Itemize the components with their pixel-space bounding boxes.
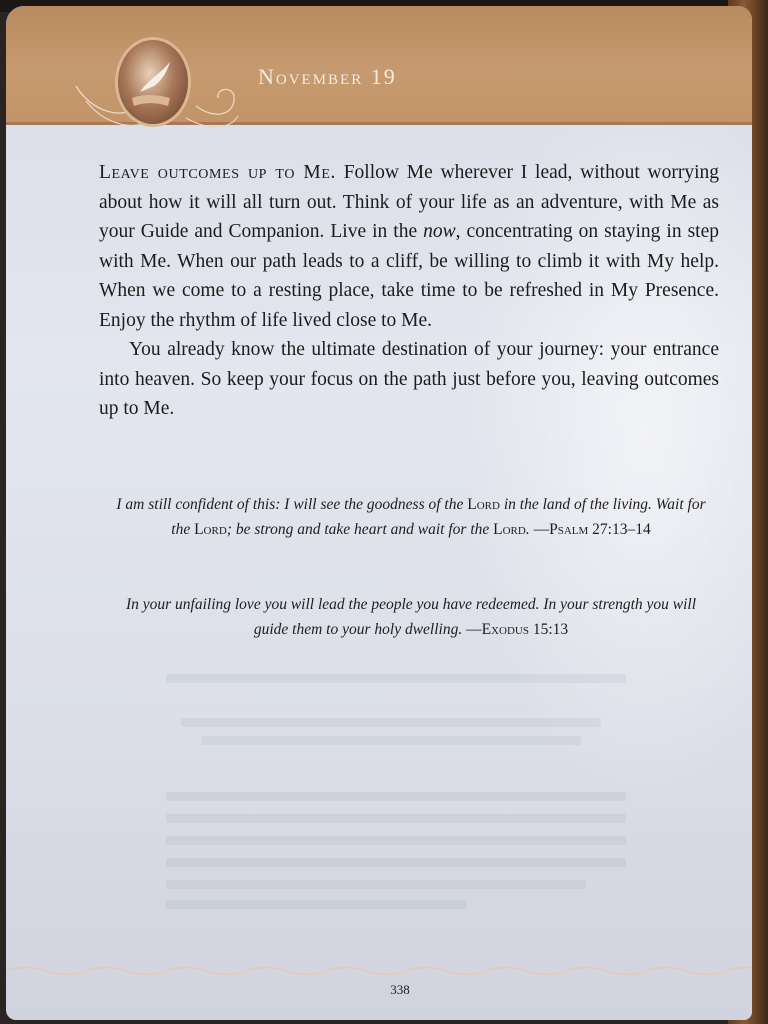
footer-ornament-icon: [6, 964, 752, 978]
verse-1-text: ; be strong and take heart and wait for the: [226, 521, 494, 538]
bleed-through-line: [181, 718, 601, 727]
paragraph-1-end: , concentrating on staying in step with Me. When our path leads to a cliff, be willing to climb it with My help. When we come to a resting place, take time to be refreshed in My Presence. Enjoy the rhythm of life lived close to Me.: [99, 221, 719, 331]
bleed-through-line: [201, 736, 581, 745]
page-number: 338: [390, 982, 410, 997]
verse-1-reference: —Psalm 27:13–14: [533, 521, 651, 538]
verse-2-text: In your unfailing love you will lead the people you have redeemed. In your strength you will guide them to your holy dwelling.: [125, 596, 697, 638]
verse-1-lord: Lord: [493, 521, 526, 538]
book-page: [6, 6, 752, 1020]
verse-2-reference: —Exodus 15:13: [466, 621, 569, 638]
bleed-through-line: [166, 900, 466, 909]
page-title-date: November 19: [258, 64, 397, 89]
lead-phrase: Leave outcomes up to Me.: [99, 162, 336, 183]
bleed-through-line: [166, 814, 626, 823]
bleed-through-line: [166, 836, 626, 845]
paragraph-1-text: Follow Me wherever I lead, without worrying about how it will all turn out. Think of your life as an adventure, with Me as your Guide and Companion. Live in the: [99, 162, 719, 242]
devotional-paragraph-2: You already know the ultimate destination of your journey: your entrance into heaven. So keep your focus on the path just before you, leaving outcomes up to Me.: [99, 339, 719, 419]
bleed-through-line: [166, 792, 626, 801]
devotional-paragraph-1: [99, 158, 719, 335]
verse-1-lord: Lord: [467, 496, 500, 513]
scripture-verse-psalm: [116, 492, 706, 542]
verse-1-lord: Lord: [194, 521, 227, 538]
bleed-through-line: [166, 858, 626, 867]
scripture-verse-exodus: [116, 592, 706, 642]
verse-1-text: I am still confident of this: I will see the goodness of the: [116, 496, 468, 513]
dove-hands-icon: [118, 40, 188, 124]
bleed-through-line: [166, 674, 626, 683]
devotional-text: [99, 158, 719, 424]
verse-1-text: .: [525, 521, 534, 538]
emphasis-now: now: [423, 221, 456, 242]
verse-1-text: in the land of the living. Wait for the: [171, 496, 706, 538]
bleed-through-line: [166, 880, 586, 889]
